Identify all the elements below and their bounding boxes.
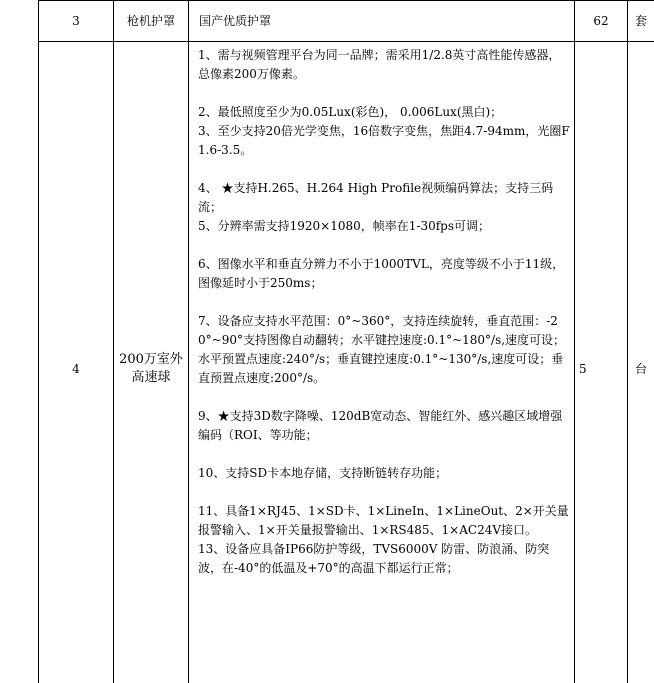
spec-item: 7、设备应支持水平范围：0°~360°，支持连续旋转，垂直范围：-20°~90°支持图像自动翻转；水平键控速度:0.1°~180°/s,速度可设；水平预置点速度:240°/s；垂直键控速度:0.1°~130°/s,速度可设；垂直预置点速度:200°/s。 <box>198 314 566 385</box>
spec-item: 4、 ★支持H.265、H.264 High Profile视频编码算法；支持三码流； <box>198 181 554 214</box>
item-quantity: 62 <box>575 1 628 42</box>
row-index: 3 <box>39 1 114 42</box>
spec-item: 6、图像水平和垂直分辨力不小于1000TVL，亮度等级不小于11级，图像延时小于250ms； <box>198 257 565 290</box>
item-name: 200万室外高速球 <box>114 42 189 683</box>
spec-gap <box>198 160 570 179</box>
item-spec: 国产优质护罩 <box>189 1 575 42</box>
spec-item: 10、支持SD卡本地存储，支持断链转存功能； <box>198 466 448 480</box>
spec-gap <box>198 84 570 103</box>
item-spec <box>189 42 575 683</box>
spec-table <box>38 0 654 683</box>
spec-item: 3、至少支持20倍光学变焦，16倍数字变焦，焦距4.7-94mm，光圈F1.6-3.5。 <box>198 124 570 157</box>
table-row <box>39 42 654 683</box>
spec-item: 5、分辨率需支持1920×1080，帧率在1-30fps可调； <box>198 219 491 233</box>
spec-gap <box>198 483 570 502</box>
item-name: 枪机护罩 <box>114 1 189 42</box>
item-quantity: 5 <box>575 42 628 683</box>
spec-gap <box>198 445 570 464</box>
spec-item: 9、★支持3D数字降噪、120dB宽动态、智能红外、感兴趣区域增强编码（ROI、等功能； <box>198 409 563 442</box>
spec-item: 1、需与视频管理平台为同一品牌；需采用1/2.8英寸高性能传感器，总像素200万像素。 <box>198 48 561 81</box>
spec-gap <box>198 293 570 312</box>
table-row <box>39 1 654 42</box>
spec-item: 11、具备1×RJ45、1×SD卡、1×LineIn、1×LineOut、2×开关量报警输入、1×开关量报警输出、1×RS485、1×AC24V接口。 <box>198 504 569 537</box>
spec-item: 2、最低照度至少为0.05Lux(彩色)， 0.006Lux(黑白)； <box>198 105 503 119</box>
spec-gap <box>198 388 570 407</box>
item-unit: 台 <box>628 42 654 683</box>
row-index: 4 <box>39 42 114 683</box>
item-unit: 套 <box>628 1 654 42</box>
spec-gap <box>198 236 570 255</box>
spec-list <box>198 46 570 578</box>
spec-item: 13、设备应具备IP66防护等级，TVS6000V 防雷、防浪涌、防突波，在-40°的低温及+70°的高温下都运行正常； <box>198 542 550 575</box>
